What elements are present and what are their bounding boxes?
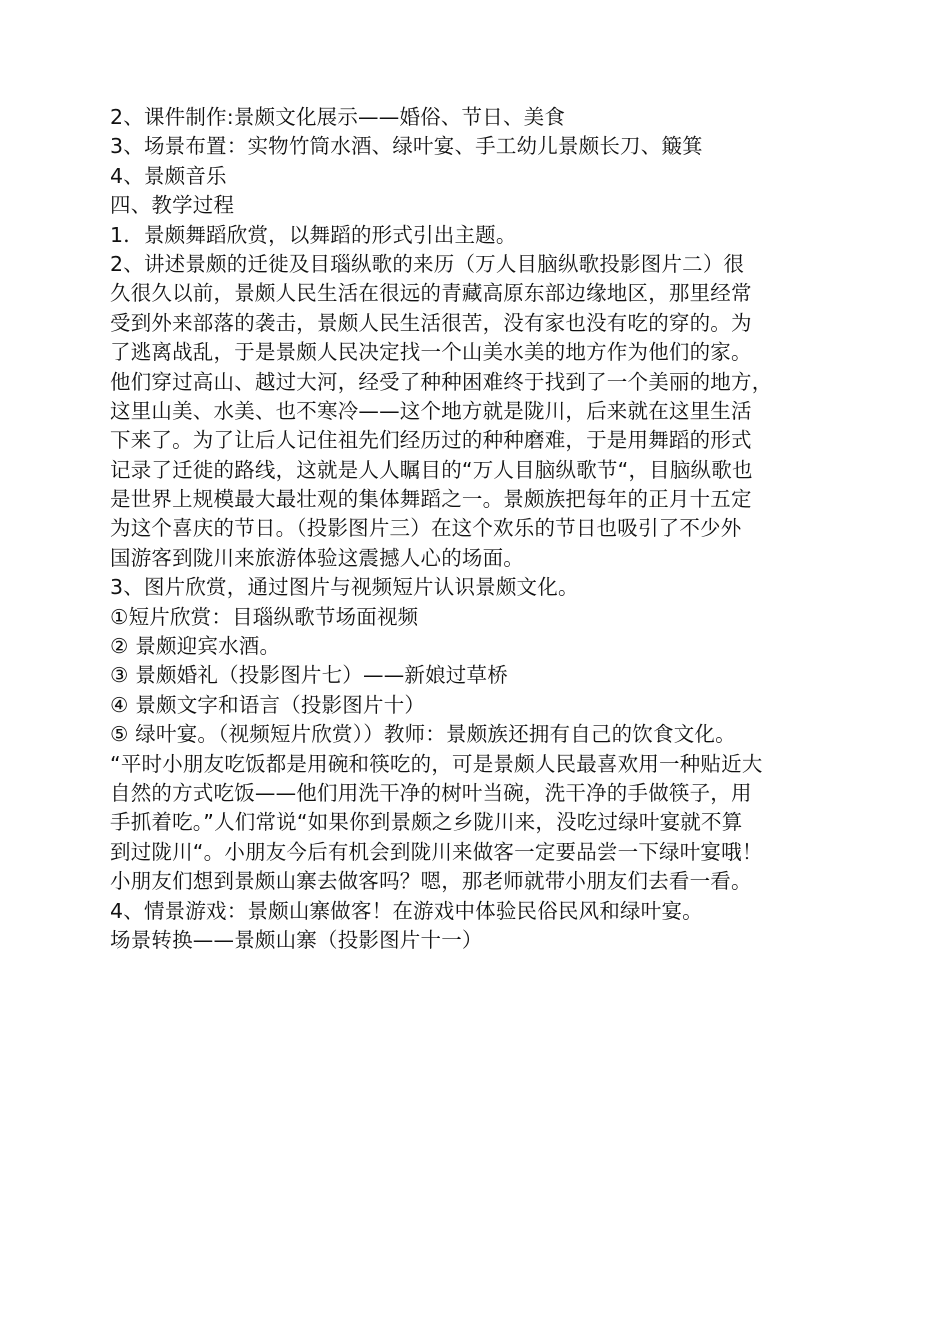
text-line: 3、场景布置：实物竹筒水酒、绿叶宴、手工幼儿景颇长刀、簸箕: [110, 134, 703, 159]
text-line: 到过陇川“。小朋友今后有机会到陇川来做客一定要品尝一下绿叶宴哦！: [110, 839, 763, 864]
text-line: 下来了。为了让后人记住祖先们经历过的种种磨难，于是用舞蹈的形式: [110, 428, 752, 453]
text-line: ⑤ 绿叶宴。（视频短片欣赏））教师：景颇族还拥有自己的饮食文化。: [110, 722, 736, 747]
text-line: 3、图片欣赏，通过图片与视频短片认识景颇文化。: [110, 575, 579, 600]
text-line: 2、课件制作:景颇文化展示——婚俗、节日、美食: [110, 105, 566, 129]
text-line: 久很久以前，景颇人民生活在很远的青藏高原东部边缘地区，那里经常: [110, 281, 752, 306]
text-line: ③ 景颇婚礼（投影图片七）——新娘过草桥: [110, 663, 508, 688]
text-line: 自然的方式吃饭——他们用洗干净的树叶当碗，洗干净的手做筷子，用: [110, 780, 752, 805]
section-heading: 四、教学过程: [110, 193, 235, 218]
text-line: 小朋友们想到景颇山寨去做客吗？嗯，那老师就带小朋友们去看一看。: [110, 869, 752, 894]
text-line: 2、讲述景颇的迁徙及目瑙纵歌的来历（万人目脑纵歌投影图片二）很: [110, 251, 745, 276]
document-body: [110, 103, 850, 955]
text-line: 他们穿过高山、越过大河，经受了种种困难终于找到了一个美丽的地方，: [110, 369, 773, 394]
text-line: 了逃离战乱，于是景颇人民决定找一个山美水美的地方作为他们的家。: [110, 340, 752, 365]
text-line: 受到外来部落的袭击，景颇人民生活很苦，没有家也没有吃的穿的。为: [110, 310, 752, 335]
text-line: 1．景颇舞蹈欣赏，以舞蹈的形式引出主题。: [110, 222, 517, 247]
text-line: 这里山美、水美、也不寒冷——这个地方就是陇川，后来就在这里生活: [110, 398, 752, 423]
text-line: 手抓着吃。”人们常说“如果你到景颇之乡陇川来，没吃过绿叶宴就不算: [110, 810, 743, 835]
text-line: ①短片欣赏：目瑙纵歌节场面视频: [110, 604, 419, 629]
text-line: 是世界上规模最大最壮观的集体舞蹈之一。景颇族把每年的正月十五定: [110, 487, 752, 512]
text-line: 记录了迁徙的路线，这就是人人瞩目的“万人目脑纵歌节“，目脑纵歌也: [110, 457, 753, 482]
text-line: 场景转换——景颇山寨（投影图片十一）: [110, 927, 483, 952]
text-line: 4、景颇音乐: [110, 163, 227, 188]
text-line: 国游客到陇川来旅游体验这震撼人心的场面。: [110, 545, 524, 570]
text-line: ④ 景颇文字和语言（投影图片十）: [110, 692, 426, 717]
text-line: “平时小朋友吃饭都是用碗和筷吃的，可是景颇人民最喜欢用一种贴近大: [110, 751, 763, 776]
text-line: ② 景颇迎宾水酒。: [110, 634, 281, 659]
text-line: 为这个喜庆的节日。（投影图片三）在这个欢乐的节日也吸引了不少外: [110, 516, 742, 541]
text-line: 4、情景游戏：景颇山寨做客！在游戏中体验民俗民风和绿叶宴。: [110, 898, 703, 923]
